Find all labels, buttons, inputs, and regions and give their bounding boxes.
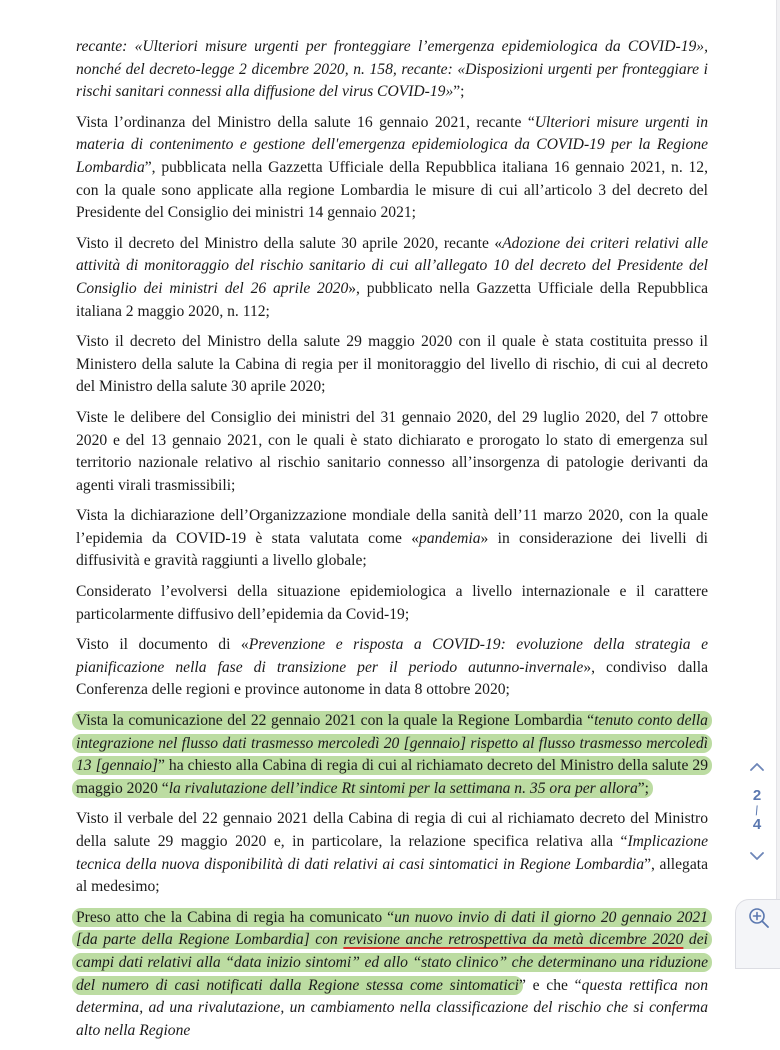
paragraph-quote: pandemia bbox=[419, 529, 481, 547]
paragraph-text: » in considerazione dei livelli di diffusività e gravità raggiunti a livello globale; bbox=[76, 529, 708, 570]
paragraph-ordinanza bbox=[76, 112, 708, 225]
paragraph-text: Vista la dichiarazione dell’Organizzazione mondiale della sanità dell’11 marzo 2020, con la quale l’epidemia da COVID-19 è stata valutata come « bbox=[76, 507, 708, 547]
paragraph-comunicazione-highlighted bbox=[76, 710, 708, 800]
paragraph-text: Visto il verbale del 22 gennaio 2021 della Cabina di regia di cui al richiamato decreto del Ministro della salute 29 maggio 2020 e, in particolare, la relazione specifica relativa alla “ bbox=[76, 810, 708, 850]
chevron-up-icon bbox=[749, 762, 765, 772]
next-page-button[interactable] bbox=[744, 847, 770, 865]
paragraph-text: Visto il documento di « bbox=[76, 636, 249, 654]
paragraph-considerato bbox=[76, 581, 708, 626]
paragraph-text: ”, allegata al medesimo; bbox=[76, 855, 709, 896]
paragraph-quote: dei campi dati relativi alla “data inizio sintomi” ed allo “stato clinico” che determinano una riduzione del numero di casi notificati dalla Regione stessa come sintomatici bbox=[76, 931, 708, 994]
paragraph-documento bbox=[76, 634, 708, 702]
paragraph-text: ” ha chiesto alla Cabina di regia di cui al richiamato decreto del Ministro della salute 29 maggio 2020 “ bbox=[76, 757, 708, 797]
total-page-count: 4 bbox=[752, 816, 762, 833]
page-navigator bbox=[742, 758, 772, 865]
paragraph-quote: tenuto conto della integrazione nel flusso dati trasmesso mercoledì 20 [gennaio] rispetto al flusso trasmesso mercoledì 13 [gennaio] bbox=[76, 712, 708, 775]
paragraph-recante bbox=[76, 36, 708, 104]
paragraph-quote: un nuovo invio di dati il giorno 20 gennaio 2021 [da parte della Regione Lombardia] con bbox=[76, 908, 708, 949]
paragraph-text: Vista l’ordinanza del Ministro della salute 16 gennaio 2021, recante “ bbox=[76, 113, 535, 131]
paragraph-preso-atto bbox=[76, 907, 708, 1043]
paragraph-text: ”; bbox=[453, 83, 465, 101]
paragraph-delibere bbox=[76, 407, 708, 497]
paragraph-text: Visto il decreto del Ministro della salute 29 maggio 2020 con il quale è stata costituita presso il Ministero della salute la Cabina di regia per il monitoraggio del livello di rischio, di cui al decreto del Ministro della salute 30 aprile 2020; bbox=[76, 333, 708, 396]
paragraph-text: Visto il decreto del Ministro della salute 30 aprile 2020, recante « bbox=[76, 234, 503, 252]
paragraph-decreto-30-aprile bbox=[76, 233, 708, 323]
scrollbar-track[interactable] bbox=[776, 0, 780, 960]
paragraph-quote: questa rettifica non determina, ad una rivalutazione, un cambiamento nella classificazione del rischio che si conferma alto nella Regione bbox=[76, 976, 708, 1039]
paragraph-text: Preso atto che la Cabina di regia ha comunicato “ bbox=[76, 908, 395, 926]
paragraph-quote: la rivalutazione dell’indice Rt sintomi per la settimana n. 35 ora per allora bbox=[168, 779, 638, 797]
paragraph-text: Vista la comunicazione del 22 gennaio 2021 con la quale la Regione Lombardia “ bbox=[76, 712, 595, 730]
paragraph-text: », pubblicato nella Gazzetta Ufficiale della Repubblica italiana 2 maggio 2020, n. 112; bbox=[76, 279, 708, 320]
red-underline-mark: revisione anche retrospettiva da metà dicembre 2020 bbox=[343, 931, 684, 949]
paragraph-text: ”; bbox=[637, 779, 650, 797]
previous-page-button[interactable] bbox=[744, 758, 770, 776]
zoom-in-icon bbox=[747, 906, 771, 930]
paragraph-quote: Prevenzione e risposta a COVID-19: evoluzione della strategia e pianificazione nella fase di transizione per il periodo autunno-invernale bbox=[76, 636, 709, 676]
paragraph-decreto-29-maggio bbox=[76, 331, 708, 399]
zoom-in-button[interactable] bbox=[735, 899, 780, 969]
paragraph-quote: Adozione dei criteri relativi alle attività di monitoraggio del rischio sanitario di cui all’allegato 10 del decreto del Presidente del Consiglio dei ministri del 26 aprile 2020 bbox=[76, 234, 708, 297]
paragraph-quote: Implicazione tecnica della nuova disponibilità di dati relativi ai casi sintomatici in Regione Lombardia bbox=[76, 833, 708, 873]
paragraph-quote: Ulteriori misure urgenti in materia di contenimento e gestione dell'emergenza epidemiologica da COVID-19 per la Regione Lombardia bbox=[76, 113, 708, 176]
document-page bbox=[76, 36, 708, 1050]
paragraph-text: ”, pubblicata nella Gazzetta Ufficiale della Repubblica italiana 16 gennaio 2021, n. 12, con la quale sono applicate alla regione Lombardia le misure di cui all’articolo 3 del decreto del Presidente del Consiglio dei ministri 14 gennaio 2021; bbox=[76, 158, 708, 222]
paragraph-verbale bbox=[76, 808, 708, 898]
paragraph-text: recante: «Ulteriori misure urgenti per fronteggiare l’emergenza epidemiologica da COVID-19», nonché del decreto-legge 2 dicembre 2020, n. 158, recante: «Disposizioni urgenti per fronteggiare i rischi sanitari connessi alla diffusione del virus COVID-19» bbox=[76, 38, 708, 101]
paragraph-text: Viste le delibere del Consiglio dei ministri del 31 gennaio 2020, del 29 luglio 2020, del 7 ottobre 2020 e del 13 gennaio 2021, con le quali è stato dichiarato e prorogato lo stato di emergenza sul territorio nazionale relativo al rischio sanitario connesso all’insorgenza di patologie derivanti da agenti virali trasmissibili; bbox=[76, 408, 708, 494]
page-separator: / bbox=[753, 802, 761, 819]
paragraph-text: ” e che “ bbox=[518, 976, 582, 994]
current-page-number: 2 bbox=[752, 787, 762, 804]
paragraph-oms bbox=[76, 505, 708, 573]
paragraph-text: Considerato l’evolversi della situazione epidemiologica a livello internazionale e il carattere particolarmente diffusivo dell’epidemia da Covid-19; bbox=[76, 583, 708, 623]
paragraph-text: », condiviso dalla Conferenza delle regioni e province autonome in data 8 ottobre 2020; bbox=[76, 658, 709, 699]
highlight-mark bbox=[72, 711, 712, 798]
chevron-down-icon bbox=[749, 851, 765, 861]
